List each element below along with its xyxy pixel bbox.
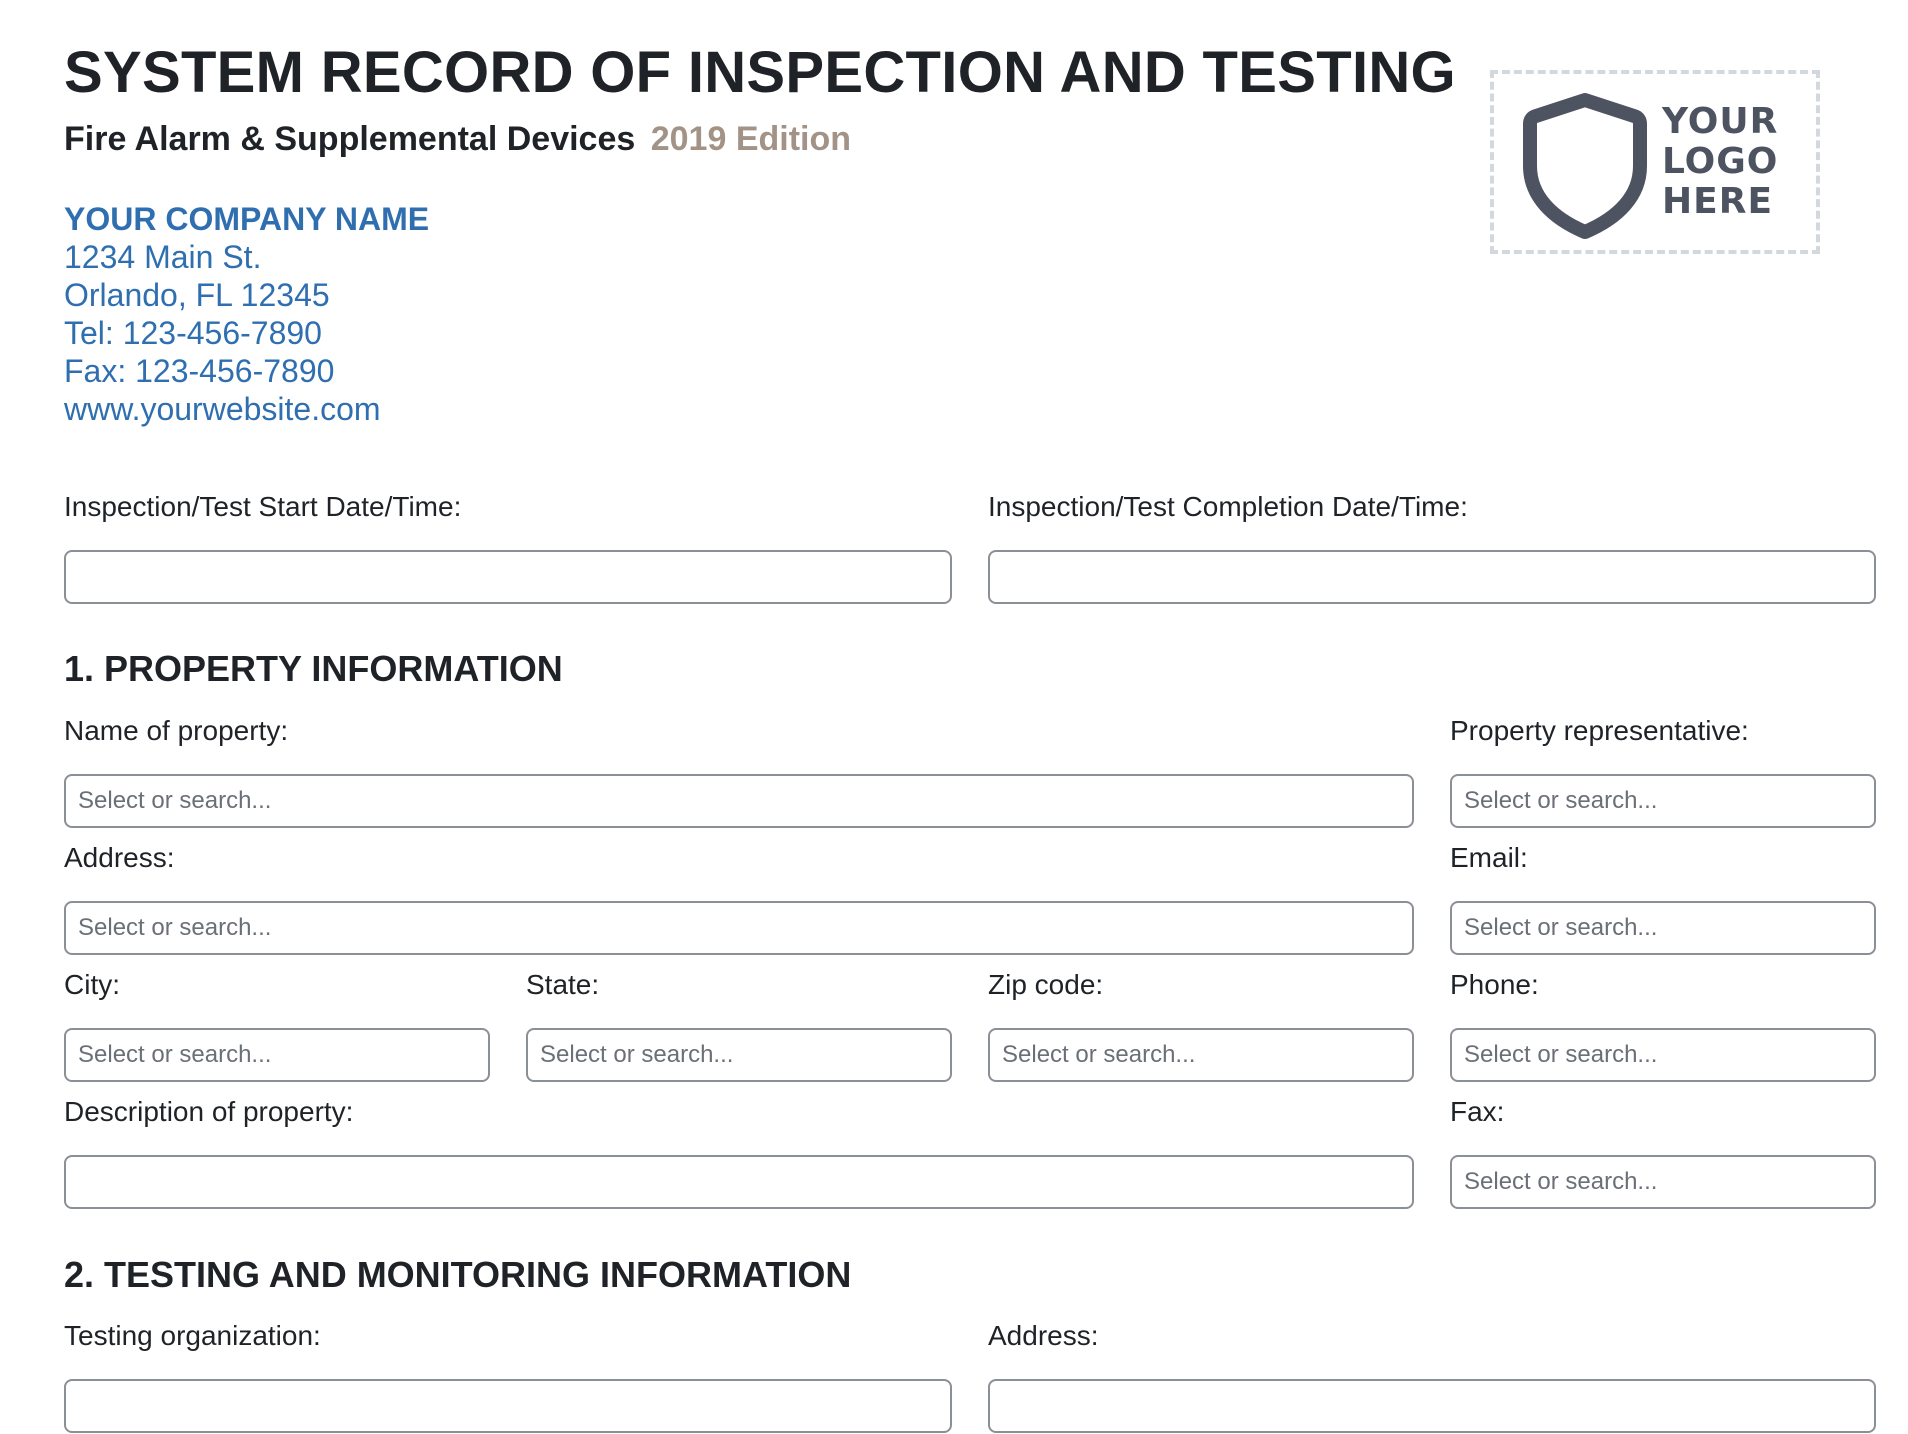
testing-org-input[interactable] xyxy=(64,1379,952,1433)
logo-text xyxy=(1662,102,1778,222)
fax-input[interactable]: Select or search... xyxy=(1450,1155,1876,1209)
address-field xyxy=(64,837,1414,955)
zip-input[interactable]: Select or search... xyxy=(988,1028,1414,1082)
logo-placeholder xyxy=(1490,70,1820,254)
email-input[interactable]: Select or search... xyxy=(1450,901,1876,955)
email-label: Email: xyxy=(1450,842,1528,873)
page-title: SYSTEM RECORD OF INSPECTION AND TESTING xyxy=(64,40,1456,105)
phone-label: Phone: xyxy=(1450,969,1539,1000)
zip-field xyxy=(988,964,1414,1082)
testing-org-field xyxy=(64,1315,952,1433)
shield-icon xyxy=(1522,92,1648,240)
property-name-label: Name of property: xyxy=(64,715,289,746)
fax-label: Fax: xyxy=(1450,1096,1505,1127)
subtitle-text: Fire Alarm & Supplemental Devices xyxy=(64,120,636,158)
property-rep-label: Property representative: xyxy=(1450,715,1749,746)
state-input[interactable]: Select or search... xyxy=(526,1028,952,1082)
phone-input[interactable]: Select or search... xyxy=(1450,1028,1876,1082)
email-field xyxy=(1450,837,1876,955)
header xyxy=(64,0,1868,440)
description-label: Description of property: xyxy=(64,1096,354,1127)
description-field xyxy=(64,1091,1414,1209)
property-rep-input[interactable]: Select or search... xyxy=(1450,774,1876,828)
state-field xyxy=(526,964,952,1082)
description-input[interactable] xyxy=(64,1155,1414,1209)
completion-date-label: Inspection/Test Completion Date/Time: xyxy=(988,491,1468,522)
city-input[interactable]: Select or search... xyxy=(64,1028,490,1082)
company-name: YOUR COMPANY NAME xyxy=(64,201,430,237)
edition-label: 2019 Edition xyxy=(650,120,852,158)
zip-label: Zip code: xyxy=(988,969,1104,1000)
completion-date-input[interactable] xyxy=(988,550,1876,604)
state-label: State: xyxy=(526,969,600,1000)
page-subtitle xyxy=(64,120,851,159)
company-street: 1234 Main St. xyxy=(64,239,262,275)
fax-field xyxy=(1450,1091,1876,1209)
address-label: Address: xyxy=(64,842,175,873)
property-name-input[interactable]: Select or search... xyxy=(64,774,1414,828)
testing-address-input[interactable] xyxy=(988,1379,1876,1433)
logo-text-line: LOGO xyxy=(1662,141,1779,182)
city-field xyxy=(64,964,490,1082)
logo-text-line: HERE xyxy=(1662,181,1774,222)
property-name-field xyxy=(64,710,1414,828)
form-page xyxy=(64,0,1868,1434)
start-date-field xyxy=(64,486,952,604)
phone-field xyxy=(1450,964,1876,1082)
company-city: Orlando, FL 12345 xyxy=(64,277,330,313)
company-fax: Fax: 123-456-7890 xyxy=(64,353,335,389)
testing-address-field xyxy=(988,1315,1876,1433)
company-website[interactable]: www.yourwebsite.com xyxy=(64,391,381,427)
company-tel: Tel: 123-456-7890 xyxy=(64,315,322,351)
address-input[interactable]: Select or search... xyxy=(64,901,1414,955)
company-info xyxy=(64,200,429,428)
section-title-property: 1. PROPERTY INFORMATION xyxy=(64,648,563,689)
section-title-testing: 2. TESTING AND MONITORING INFORMATION xyxy=(64,1254,852,1295)
property-rep-field xyxy=(1450,710,1876,828)
testing-org-label: Testing organization: xyxy=(64,1320,321,1351)
logo-text-line: YOUR xyxy=(1662,101,1779,142)
testing-address-label: Address: xyxy=(988,1320,1099,1351)
completion-date-field xyxy=(988,486,1876,604)
start-date-input[interactable] xyxy=(64,550,952,604)
city-label: City: xyxy=(64,969,120,1000)
start-date-label: Inspection/Test Start Date/Time: xyxy=(64,491,462,522)
